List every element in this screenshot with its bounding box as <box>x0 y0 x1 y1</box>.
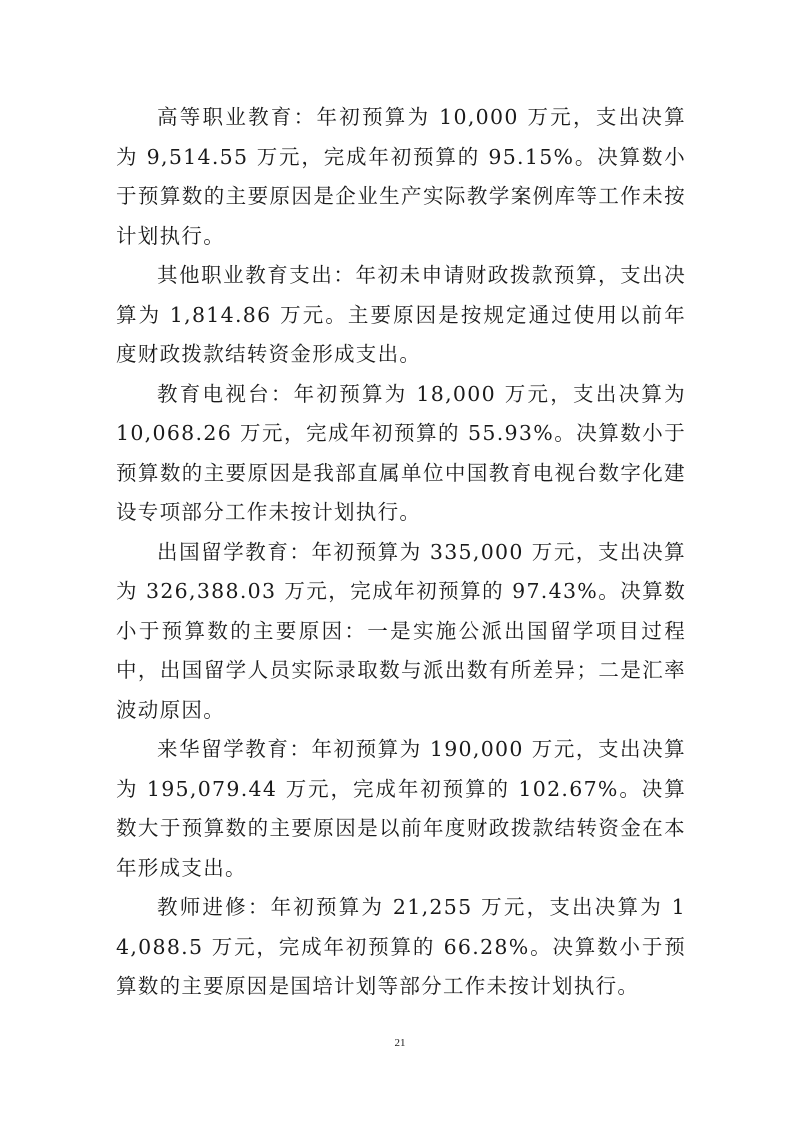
paragraph-teacher-training: 教师进修：年初预算为 21,255 万元，支出决算为 14,088.5 万元，完成年初预算的 66.28%。决算数小于预算数的主要原因是国培计划等部分工作未按计划执行。 <box>116 895 686 998</box>
paragraph-international-students-education: 来华留学教育：年初预算为 190,000 万元，支出决算为 195,079.44 万元，完成年初预算的 102.67%。决算数大于预算数的主要原因是以前年度财政拨款结转资金在本年形成支出。 <box>116 737 686 880</box>
paragraph-education-tv-station: 教育电视台：年初预算为 18,000 万元，支出决算为 10,068.26 万元，完成年初预算的 55.93%。决算数小于预算数的主要原因是我部直属单位中国教育电视台数字化建设专项部分工作未按计划执行。 <box>116 381 686 524</box>
paragraph-study-abroad-education: 出国留学教育：年初预算为 335,000 万元，支出决算为 326,388.03 万元，完成年初预算的 97.43%。决算数小于预算数的主要原因：一是实施公派出国留学项目过程中，出国留学人员实际录取数与派出数有所差异；二是汇率波动原因。 <box>116 539 686 722</box>
document-body <box>116 98 686 1007</box>
paragraph-higher-vocational-education: 高等职业教育：年初预算为 10,000 万元，支出决算为 9,514.55 万元，完成年初预算的 95.15%。决算数小于预算数的主要原因是企业生产实际教学案例库等工作未按计划执行。 <box>116 105 686 248</box>
paragraph-other-vocational-education: 其他职业教育支出：年初未申请财政拨款预算，支出决算为 1,814.86 万元。主要原因是按规定通过使用以前年度财政拨款结转资金形成支出。 <box>116 263 686 366</box>
page-number: 21 <box>394 1037 406 1049</box>
